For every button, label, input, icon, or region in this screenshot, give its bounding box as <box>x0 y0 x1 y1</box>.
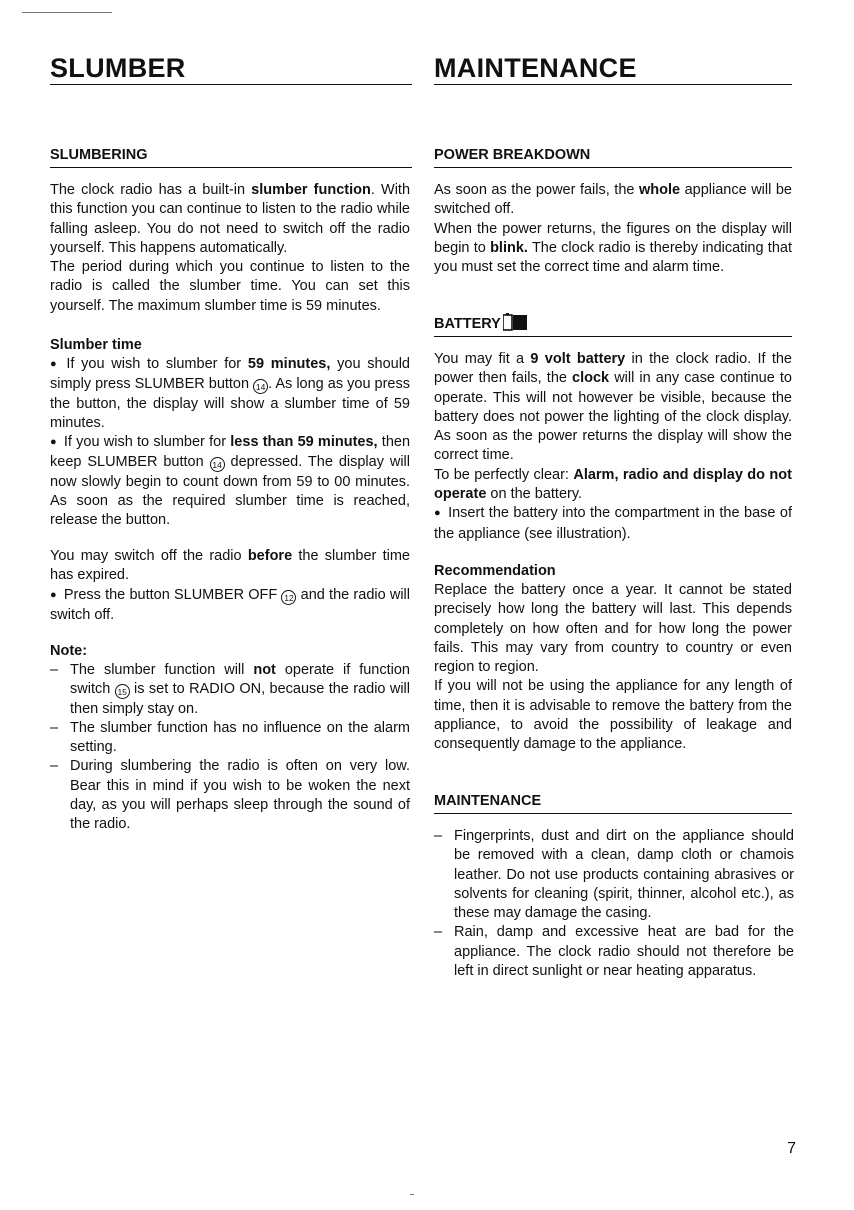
battery-paragraph: You may fit a 9 volt battery in the clock radio. If the power then fails, the clock will in any case continue to operate. This will not however be visible, because the battery does not power the lighting of the clock display. As soon as the power returns the display will show the correct time. To be perfectly clear: Alarm, radio and display do not operate on the battery. ● Insert the battery into the compartment in the base of the appliance (see illustration). <box>434 350 792 544</box>
scan-mark <box>22 12 112 13</box>
switch-off-paragraph: You may switch off the radio before the slumber time has expired. ● Press the button SLUMBER OFF 12 and the radio will switch off. <box>50 547 410 625</box>
battery-icon <box>503 313 529 331</box>
note-list <box>50 661 410 835</box>
power-breakdown-paragraph: As soon as the power fails, the whole appliance will be switched off. When the power returns, the figures on the display will begin to blink. The clock radio is thereby indicating that you must set the correct time and alarm time. <box>434 182 792 276</box>
page-number: 7 <box>787 1140 796 1157</box>
section-maintenance-title: MAINTENANCE <box>434 792 792 814</box>
bullet-slumber-off: ● Press the button SLUMBER OFF 12 and the radio will switch off. <box>50 586 410 626</box>
button-number-icon: 14 <box>253 379 268 394</box>
switch-number-icon: 15 <box>115 684 130 699</box>
recommendation-paragraph: Replace the battery once a year. It cannot be stated precisely how long the battery will last. This depends completely on how often and for how long the power fails. This may vary from country to country or even region to region. If you will not be using the appliance for any length of time, then it is advisable to remove the battery from the appliance, to avoid the possibility of leakage and consequently damage to the appliance. <box>434 582 792 753</box>
section-battery-title: BATTERY <box>434 313 792 337</box>
note-item: – During slumbering the radio is often on very low. Bear this in mind if you wish to be woken the next day, as you will perhaps sleep through the sound of the radio. <box>50 757 410 834</box>
button-number-icon: 14 <box>210 457 225 472</box>
page-heading-slumber: SLUMBER <box>50 52 412 85</box>
bullet-59-minutes: ● If you wish to slumber for 59 minutes, you should simply press SLUMBER button 14 . As long as you press the button, the display will show a slumber time of 59 minutes. <box>50 355 410 433</box>
note-item: – The slumber function will not operate if function switch 15 is set to RADIO ON, because the radio will then simply stay on. <box>50 661 410 719</box>
note-item: – The slumber function has no influence on the alarm setting. <box>50 719 410 758</box>
bullet-less-than-59: ● If you wish to slumber for less than 59 minutes, then keep SLUMBER button 14 depressed. The display will now slowly begin to count down from 59 to 00 minutes. As soon as the required slumber time is reached, release the button. <box>50 433 410 530</box>
maintenance-item: – Rain, damp and excessive heat are bad for the appliance. The clock radio should not therefore be left in direct sunlight or near heating apparatus. <box>434 923 794 981</box>
slumbering-paragraph: The clock radio has a built-in slumber function. With this function you can continue to listen to the radio while falling asleep. You do not need to switch off the radio yourself. This happens automatically. The period during which you continue to listen to the radio is called the slumber time. You can set this yourself. The maximum slumber time is 59 minutes. <box>50 182 411 314</box>
section-power-breakdown-title: POWER BREAKDOWN <box>434 146 792 168</box>
scan-mark <box>410 1194 414 1195</box>
recommendation-title: Recommendation <box>434 563 556 579</box>
maintenance-item: – Fingerprints, dust and dirt on the appliance should be removed with a clean, damp cloth or chamois leather. Do not use products containing abrasives or solvents for cleaning (spirit, thinner, alcohol etc.), as these may damage the casing. <box>434 827 794 923</box>
button-number-icon: 12 <box>281 590 296 605</box>
slumber-time-bullets <box>50 355 410 531</box>
note-title: Note: <box>50 643 88 659</box>
bullet-insert-battery: ● Insert the battery into the compartment in the base of the appliance (see illustration). <box>434 504 792 544</box>
page-heading-maintenance: MAINTENANCE <box>434 52 792 85</box>
section-slumbering-title: SLUMBERING <box>50 146 412 168</box>
slumber-time-title: Slumber time <box>50 337 142 353</box>
maintenance-list <box>434 827 794 981</box>
